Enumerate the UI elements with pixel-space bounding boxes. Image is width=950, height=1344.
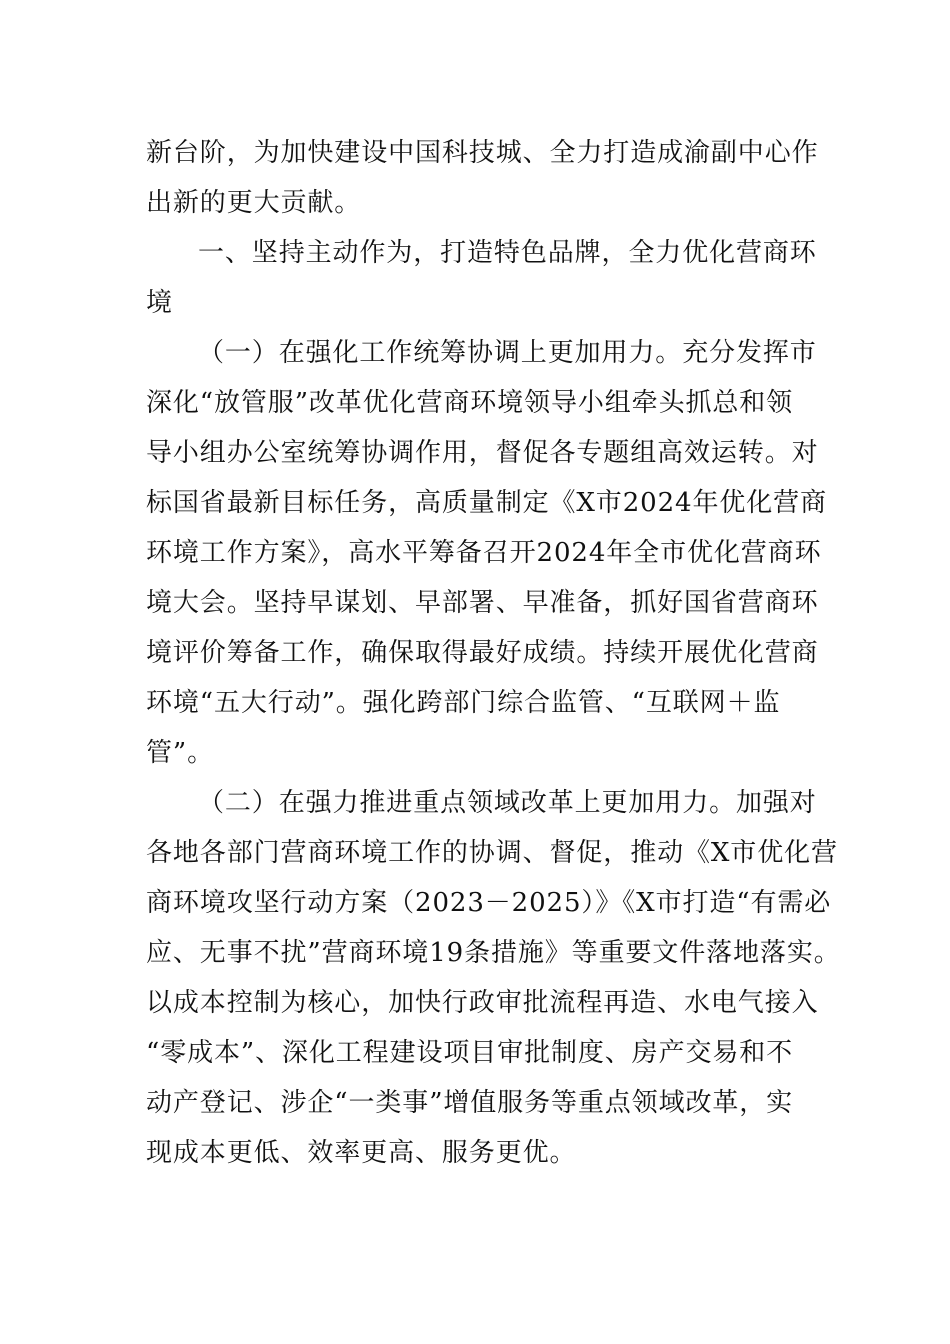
subsection-1-line-1: （一）在强化工作统筹协调上更加用力。充分发挥市: [198, 338, 817, 368]
subsection-1-line-7: 境评价筹备工作，确保取得最好成绩。持续开展优化营商: [146, 638, 819, 668]
subsection-1-line-3: 导小组办公室统筹协调作用，督促各专题组高效运转。对: [146, 438, 819, 468]
text-line-1: 新台阶，为加快建设中国科技城、全力打造成渝副中心作: [146, 138, 819, 168]
subsection-1-line-8: 环境“五大行动”。强化跨部门综合监管、“互联网＋监: [146, 688, 781, 718]
subsection-2-line-6: “零成本”、深化工程建设项目审批制度、房产交易和不: [146, 1038, 794, 1068]
section-heading-1-cont: 境: [146, 288, 173, 318]
subsection-2-line-2: 各地各部门营商环境工作的协调、督促，推动《X市优化营: [146, 838, 838, 868]
text-line-2: 出新的更大贡献。: [146, 188, 362, 218]
subsection-2-line-1: （二）在强力推进重点领域改革上更加用力。加强对: [198, 788, 817, 818]
subsection-2-line-5: 以成本控制为核心，加快行政审批流程再造、水电气接入: [146, 988, 819, 1018]
subsection-1-line-9: 管”。: [146, 738, 214, 768]
subsection-1-line-4: 标国省最新目标任务，高质量制定《X市2024年优化营商: [146, 488, 827, 518]
subsection-1-line-5: 环境工作方案》，高水平筹备召开2024年全市优化营商环: [146, 538, 822, 568]
subsection-2-line-4: 应、无事不扰”营商环境19条措施》等重要文件落地落实。: [146, 938, 841, 968]
section-heading-1: 一、坚持主动作为，打造特色品牌，全力优化营商环: [198, 238, 817, 268]
subsection-1-line-6: 境大会。坚持早谋划、早部署、早准备，抓好国省营商环: [146, 588, 819, 618]
subsection-2-line-7: 动产登记、涉企“一类事”增值服务等重点领域改革，实: [146, 1088, 794, 1118]
subsection-1-line-2: 深化“放管服”改革优化营商环境领导小组牵头抓总和领: [146, 388, 794, 418]
subsection-2-line-8: 现成本更低、效率更高、服务更优。: [146, 1138, 577, 1168]
subsection-2-line-3: 商环境攻坚行动方案（2023－2025）》《X市打造“有需必: [146, 888, 832, 918]
